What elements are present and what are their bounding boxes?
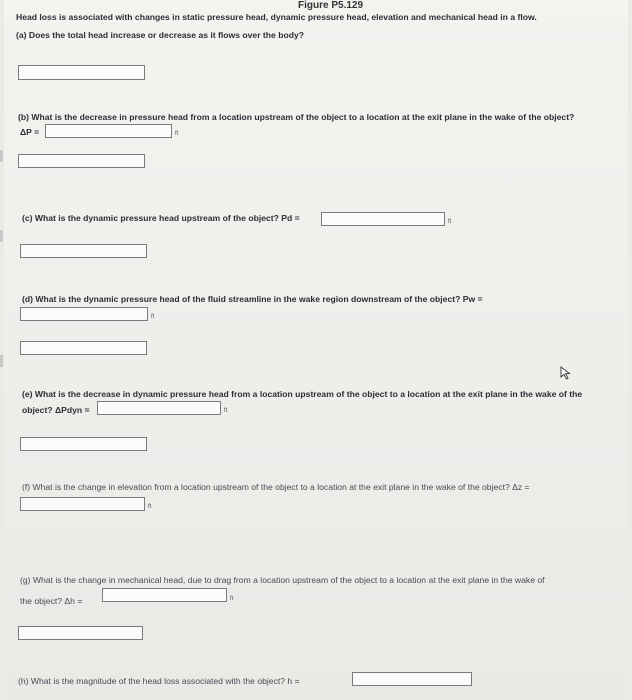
page-edge-marker <box>0 230 3 242</box>
intro-text: Head loss is associated with changes in static pressure head, dynamic pressure head, elevation and mechanical head in a flow. <box>16 12 537 22</box>
question-b-text: (b) What is the decrease in pressure head from a location upstream of the object to a location at the exit plane in the wake of the object? <box>18 112 575 122</box>
page-edge-marker <box>0 150 3 162</box>
answer-c2-input[interactable] <box>20 244 147 258</box>
unit-e: ft <box>224 408 228 414</box>
unit-c: ft <box>448 219 452 225</box>
answer-a-input[interactable] <box>18 65 145 80</box>
answer-b-input[interactable] <box>45 124 172 138</box>
question-h-text: (h) What is the magnitude of the head loss associated with the object? h = <box>18 676 300 686</box>
answer-b2-input[interactable] <box>18 154 145 168</box>
unit-d: ft <box>151 314 155 320</box>
question-g-text: (g) What is the change in mechanical head, due to drag from a location upstream of the object to a location at the exit plane in the wake of <box>20 575 545 585</box>
question-d-text: (d) What is the dynamic pressure head of the fluid streamline in the wake region downstream of the object? Pw = <box>22 294 483 304</box>
unit-b: ft <box>175 131 179 137</box>
figure-label: Figure P5.129 <box>298 0 364 11</box>
unit-g: ft <box>230 596 234 602</box>
answer-d2-input[interactable] <box>20 341 147 355</box>
question-e-text-cont: object? ΔPdyn = <box>22 405 90 415</box>
question-g-text-cont: the object? Δh = <box>20 596 83 606</box>
answer-e2-input[interactable] <box>20 437 147 451</box>
page-edge-marker <box>0 355 3 367</box>
question-c-text: (c) What is the dynamic pressure head upstream of the object? Pd = <box>22 213 300 223</box>
answer-c-input[interactable] <box>321 212 445 226</box>
homework-page <box>4 0 628 700</box>
question-e-text: (e) What is the decrease in dynamic pressure head from a location upstream of the object to a location at the exit plane in the wake of the <box>22 389 583 399</box>
answer-g2-input[interactable] <box>18 626 143 640</box>
mouse-cursor-icon <box>560 366 572 380</box>
answer-d-input[interactable] <box>20 307 148 321</box>
answer-f-input[interactable] <box>20 497 145 511</box>
unit-f: ft <box>148 504 152 510</box>
answer-g-input[interactable] <box>102 588 227 602</box>
question-f-text: (f) What is the change in elevation from a location upstream of the object to a location at the exit plane in the wake of the object? Δz = <box>22 482 530 492</box>
answer-h-input[interactable] <box>352 672 472 686</box>
question-a-text: (a) Does the total head increase or decrease as it flows over the body? <box>16 30 304 40</box>
delta-p-label: ΔP = <box>20 127 40 137</box>
answer-e-input[interactable] <box>97 401 221 415</box>
